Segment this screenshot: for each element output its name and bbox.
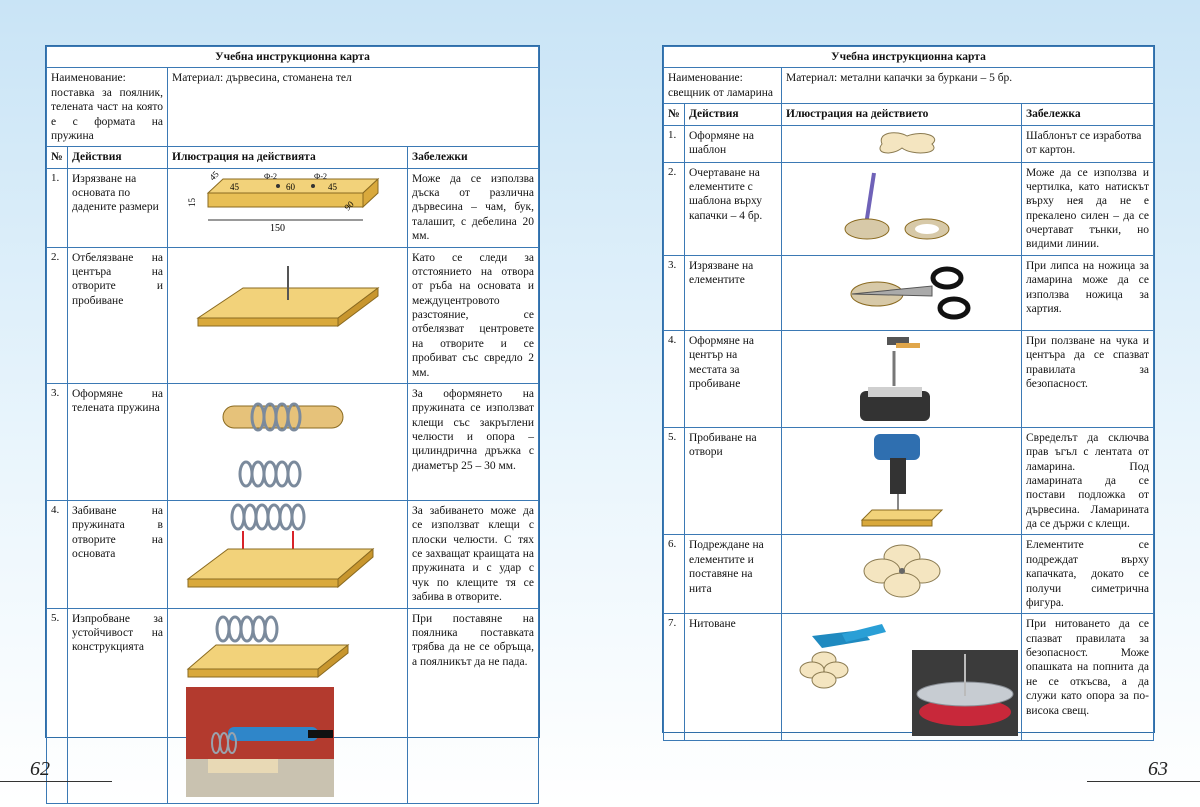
row-action: Изрязване на елементите <box>685 255 782 330</box>
row-action: Нитоване <box>685 614 782 741</box>
col-header-notes: Забележка <box>1022 104 1154 125</box>
flower-arrangement-illustration <box>782 535 1022 614</box>
row-number: 4. <box>47 500 68 608</box>
row-note: При липса на ножица за ламарина може да се използва ножица за хартия. <box>1022 255 1154 330</box>
drilling-board-illustration <box>168 247 408 383</box>
row-note: Елементите се подреждат върху капачката, докато се получи симетрична фигура. <box>1022 535 1154 614</box>
row-action: Оформяне на телената пружина <box>68 383 168 500</box>
row-number: 2. <box>664 162 685 255</box>
material-cell: Материал: метални капачки за буркани – 5 бр. <box>782 68 1154 104</box>
row-action: Отбелязване на центъра на отворите и пробиване <box>68 247 168 383</box>
row-action: Оформяне на център на местата за пробиване <box>685 330 782 427</box>
col-header-actions: Действия <box>68 147 168 168</box>
material-cell: Материал: дървесина, стоманена тел <box>168 68 539 147</box>
stability-test-illustration <box>168 608 408 803</box>
page-number: 63 <box>1148 758 1168 780</box>
tracing-illustration <box>782 162 1022 255</box>
dim-phi1: Ф-2 <box>264 171 277 181</box>
row-note: Може да се използва и чертилка, като натискът върху нея да не е прекалено силен – да се очертават тънки, но видими линии. <box>1022 162 1154 255</box>
row-note: При нитоването да се спазват правилата за безопасност. Може опашката на попнита да не се откъсва, а да служи като опора за по-висока свещ. <box>1022 614 1154 741</box>
table-row <box>47 168 539 247</box>
page-number-rule <box>0 781 112 782</box>
dim-60: 60 <box>286 181 295 192</box>
spring-forming-illustration <box>168 383 408 500</box>
card-title: Учебна инструкционна карта <box>664 47 1154 68</box>
right-page <box>600 0 1200 807</box>
instruction-table-left <box>46 46 539 804</box>
table-row <box>664 330 1154 427</box>
dim-15: 15 <box>187 197 197 207</box>
row-action: Пробиване на отвори <box>685 427 782 535</box>
instruction-card-left <box>45 45 540 738</box>
hammer-punch-illustration <box>782 330 1022 427</box>
row-number: 6. <box>664 535 685 614</box>
table-row <box>664 125 1154 162</box>
spring-insertion-illustration <box>168 500 408 608</box>
col-header-illustration: Илюстрация на действието <box>782 104 1022 125</box>
row-number: 1. <box>47 168 68 247</box>
table-row <box>47 383 539 500</box>
scissors-cutting-illustration <box>782 255 1022 330</box>
table-row <box>47 608 539 803</box>
row-note: За оформянето на пружината се използват клещи със закръглени челюсти и опора – цилиндрична дръжка с диаметър 25 – 30 мм. <box>408 383 539 500</box>
dim-150: 150 <box>270 222 285 234</box>
template-shape-illustration <box>782 125 1022 162</box>
name-cell: Наименование: поставка за поялник, телената част на която е с формата на пружина <box>47 68 168 147</box>
col-header-num: № <box>47 147 68 168</box>
row-number: 3. <box>664 255 685 330</box>
row-note: При поставяне на поялника поставката трябва да не се обръща, а поялникът да не пада. <box>408 608 539 803</box>
row-note: Свределът да сключва прав ъгъл с лентата от ламарина. Под ламарината да се постави подложка от дървесина. Ламарината да се държи с клещи. <box>1022 427 1154 535</box>
row-number: 4. <box>664 330 685 427</box>
dim-45c: 45 <box>207 168 221 183</box>
row-number: 1. <box>664 125 685 162</box>
table-row <box>47 247 539 383</box>
table-row <box>47 500 539 608</box>
row-number: 5. <box>47 608 68 803</box>
name-cell: Наименование: свещник от ламарина <box>664 68 782 104</box>
dim-45a: 45 <box>230 181 239 192</box>
row-number: 2. <box>47 247 68 383</box>
col-header-num: № <box>664 104 685 125</box>
row-note: Може да се използва дъска от различна дървесина – чам, бук, талашит, с дебелина 20 мм. <box>408 168 539 247</box>
col-header-illustration: Илюстрация на действията <box>168 147 408 168</box>
table-row <box>664 614 1154 741</box>
instruction-card-right <box>662 45 1155 733</box>
row-action: Оформяне на шаблон <box>685 125 782 162</box>
board-dimensions-drawing <box>168 168 408 247</box>
dim-phi2: Ф-2 <box>314 171 327 181</box>
row-note: За забиването може да се използват клещи с плоски челюсти. С тях се захващат краищата на пружината и с удар с чук по клещите тя се забива в отворите. <box>408 500 539 608</box>
col-header-actions: Действия <box>685 104 782 125</box>
card-title: Учебна инструкционна карта <box>47 47 539 68</box>
table-row <box>664 162 1154 255</box>
table-row <box>664 427 1154 535</box>
table-row <box>664 535 1154 614</box>
row-number: 5. <box>664 427 685 535</box>
row-action: Изпробване за устойчивост на конструкцията <box>68 608 168 803</box>
row-note: Като се следи за отстоянието на отвора от ръба на основата и междуцентровото разстояние, се отбелязват центровете на отворите и се пробиват със свредло 2 мм. <box>408 247 539 383</box>
riveting-illustration <box>782 614 1022 741</box>
row-number: 3. <box>47 383 68 500</box>
instruction-table-right <box>663 46 1154 741</box>
row-action: Забиване на пружината в отворите на основата <box>68 500 168 608</box>
page-number-rule <box>1087 781 1200 782</box>
drilling-illustration <box>782 427 1022 535</box>
row-action: Изрязване на основата по дадените размери <box>68 168 168 247</box>
page-number: 62 <box>30 758 50 780</box>
dim-90: 90 <box>342 198 356 213</box>
row-number: 7. <box>664 614 685 741</box>
row-note: При ползване на чука и центъра да се спазват правилата за безопасност. <box>1022 330 1154 427</box>
row-action: Подреждане на елементите и поставяне на нита <box>685 535 782 614</box>
row-action: Очертаване на елементите с шаблона върху капачки – 4 бр. <box>685 162 782 255</box>
col-header-notes: Забележки <box>408 147 539 168</box>
table-row <box>664 255 1154 330</box>
dim-45b: 45 <box>328 181 337 192</box>
row-note: Шаблонът се изработва от картон. <box>1022 125 1154 162</box>
